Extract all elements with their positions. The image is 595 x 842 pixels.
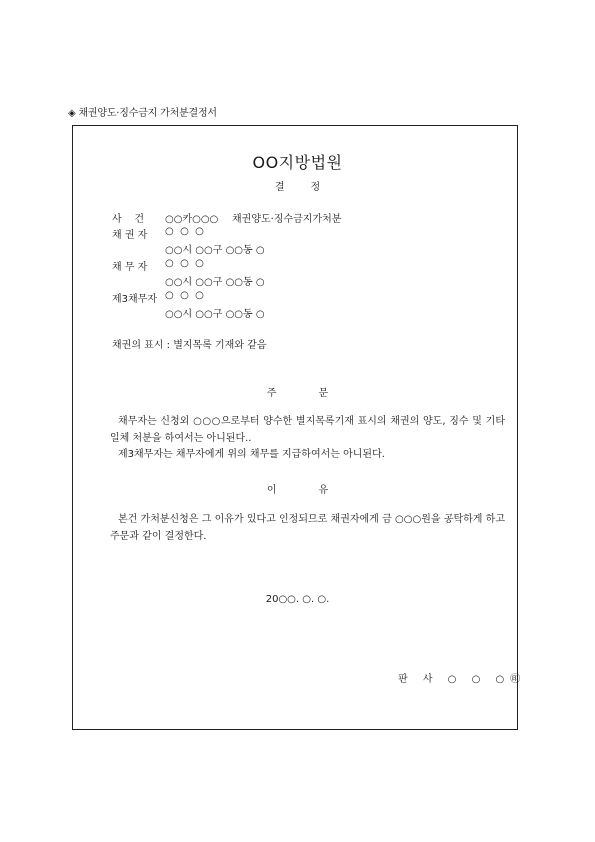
case-number: ○○카○○○ xyxy=(165,214,219,225)
case-name: 채권양도·징수금지가처분 xyxy=(232,214,342,225)
creditor-address: ○○시 ○○구 ○○동 ○ xyxy=(165,245,265,256)
order-paragraph-1: 채무자는 신청외 ○○○으로부터 양수한 별지목록기재 표시의 채권의 양도, 징수 및 기타 일체 처분을 하여서는 아니된다.. xyxy=(110,416,505,444)
third-debtor-label: 제3채무자 xyxy=(112,294,158,305)
order-heading xyxy=(0,384,595,399)
creditor-name: ○ ○ ○ xyxy=(165,226,204,237)
order-paragraph-2: 제3채무자는 채무자에게 위의 채무를 지급하여서는 아니된다. xyxy=(118,449,385,460)
decision-title-char-1: 결 xyxy=(274,182,285,193)
judge-signature: 판 사 ○ ○ ○㊞ xyxy=(398,674,527,685)
case-label: 사 건 xyxy=(112,214,145,225)
form-caption: ◈ 채권양도·징수금지 가처분결정서 xyxy=(68,108,217,119)
decision-title xyxy=(0,178,595,193)
debtor-name: ○ ○ ○ xyxy=(165,258,204,269)
decision-title-char-2: 정 xyxy=(310,182,321,193)
reason-heading-char-2: 유 xyxy=(318,485,329,496)
third-debtor-address: ○○시 ○○구 ○○동 ○ xyxy=(165,309,265,320)
reason-paragraph: 본건 가처분신청은 그 이유가 있다고 인정되므로 채권자에게 금 ○○○원을 공탁하게 하고 주문과 같이 결정한다. xyxy=(110,514,505,542)
creditor-label: 채 권 자 xyxy=(112,230,148,241)
court-name: OO지방법원 xyxy=(252,153,343,172)
order-heading-char-2: 문 xyxy=(318,388,329,399)
order-heading-char-1: 주 xyxy=(266,388,277,399)
third-debtor-name: ○ ○ ○ xyxy=(165,290,204,301)
reason-heading-char-1: 이 xyxy=(266,485,277,496)
debtor-label: 채 무 자 xyxy=(112,262,148,273)
debtor-address: ○○시 ○○구 ○○동 ○ xyxy=(165,277,265,288)
decision-date: 20○○. ○. ○. xyxy=(265,594,330,605)
claim-display: 채권의 표시 : 별지목록 기재와 같음 xyxy=(112,340,267,351)
reason-heading xyxy=(0,481,595,496)
